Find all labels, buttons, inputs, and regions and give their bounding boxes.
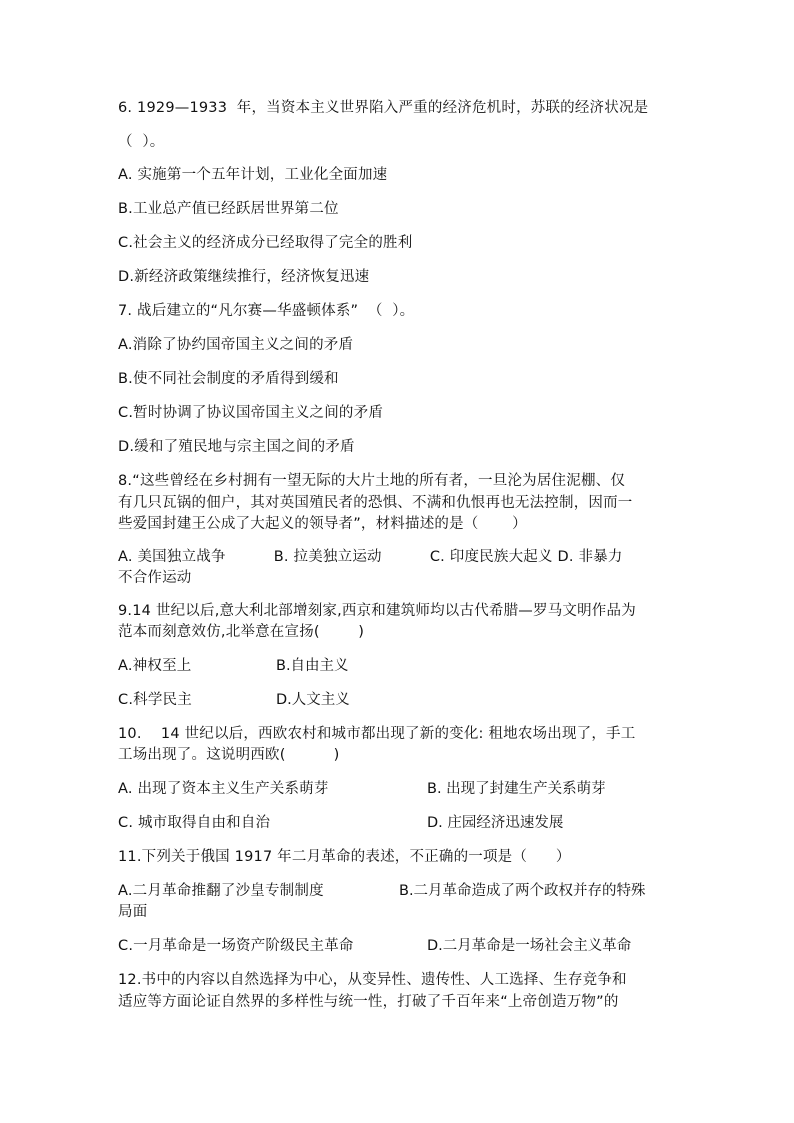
q6-option-b: B.工业总产值已经跃居世界第二位: [118, 201, 339, 217]
q10-stem-line2: 工场出现了。这说明西欧( ): [118, 747, 340, 763]
q7-option-a: A.消除了协约国帝国主义之间的矛盾: [118, 337, 354, 353]
q8-options-line1: A. 美国独立战争 B. 拉美独立运动 C. 印度民族大起义 D. 非暴力: [118, 549, 623, 565]
q10-stem-line1: 10. 14 世纪以后，西欧农村和城市都出现了新的变化: 租地农场出现了，手工: [118, 726, 636, 742]
q7-option-d: D.缓和了殖民地与宗主国之间的矛盾: [118, 439, 355, 455]
q10-option-a: A. 出现了资本主义生产关系萌芽: [118, 781, 329, 797]
q12-stem-line1: 12.书中的内容以自然选择为中心，从变异性、遗传性、人工选择、生存竞争和: [118, 972, 627, 988]
q7-option-b: B.使不同社会制度的矛盾得到缓和: [118, 371, 339, 387]
q11-stem: 11.下列关于俄国 1917 年二月革命的表述，不正确的一项是（ ）: [118, 849, 571, 865]
q6-option-c: C.社会主义的经济成分已经取得了完全的胜利: [118, 235, 413, 251]
q11-option-c: C.一月革命是一场资产阶级民主革命: [118, 938, 354, 954]
q11-option-b-line2: 局面: [118, 904, 148, 920]
q9-option-b: B.自由主义: [276, 658, 349, 674]
q9-stem-line2: 范本而刻意效仿,北举意在宣扬( ): [118, 624, 365, 640]
q9-option-c: C.科学民主: [118, 692, 192, 708]
q7-option-c: C.暂时协调了协议国帝国主义之间的矛盾: [118, 405, 384, 421]
q11-option-a: A.二月革命推翻了沙皇专制制度: [118, 883, 324, 899]
q11-option-b-line1: B.二月革命造成了两个政权并存的特殊: [399, 883, 646, 899]
q9-stem-line1: 9.14 世纪以后,意大利北部增刻家,西京和建筑师均以古代希腊—罗马文明作品为: [118, 603, 636, 619]
q7-stem: 7. 战后建立的“凡尔赛—华盛顿体系” （ ）。: [118, 303, 415, 319]
q9-option-d: D.人文主义: [276, 692, 350, 708]
q8-stem-line3: 些爱国封建王公成了大起义的领导者”，材料描述的是（ ）: [118, 516, 527, 532]
q10-option-d: D. 庄园经济迅速发展: [427, 815, 564, 831]
q8-stem-line1: 8.“这些曾经在乡村拥有一望无际的大片土地的所有者，一旦沦为居住泥棚、仅: [118, 473, 626, 489]
q8-stem-line2: 有几只瓦锅的佃户，其对英国殖民者的恐惧、不满和仇恨再也无法控制，因而一: [118, 495, 633, 511]
q8-options-line2: 不合作运动: [118, 570, 192, 586]
q10-option-b: B. 出现了封建生产关系萌芽: [427, 781, 606, 797]
q6-stem-line2: （ ）。: [118, 134, 165, 150]
q6-option-d: D.新经济政策继续推行，经济恢复迅速: [118, 269, 370, 285]
q6-option-a: A. 实施第一个五年计划，工业化全面加速: [118, 167, 388, 183]
q9-option-a: A.神权至上: [118, 658, 192, 674]
q12-stem-line2: 适应等方面论证自然界的多样性与统一性，打破了千百年来“上帝创造万物”的: [118, 994, 619, 1010]
q6-stem-line1: 6. 1929—1933 年，当资本主义世界陷入严重的经济危机时，苏联的经济状况是: [118, 100, 649, 116]
q11-option-d: D.二月革命是一场社会主义革命: [427, 938, 632, 954]
q10-option-c: C. 城市取得自由和自治: [118, 815, 271, 831]
